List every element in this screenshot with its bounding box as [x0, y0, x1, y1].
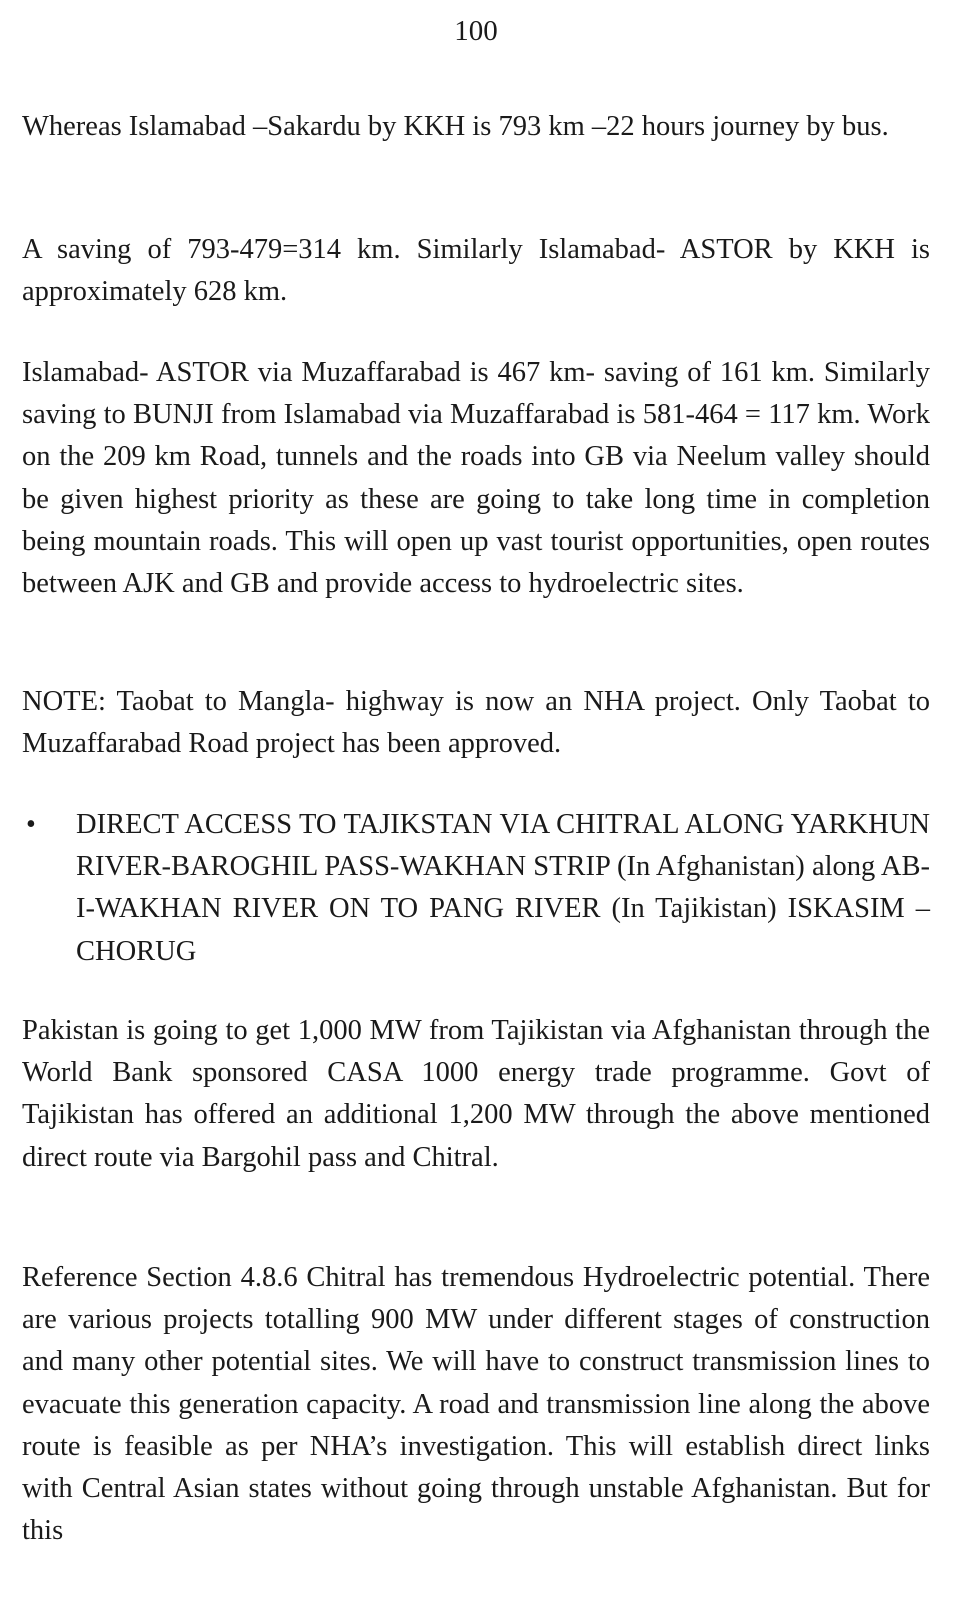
bullet-marker: • — [26, 809, 36, 840]
paragraph-note-taobat: NOTE: Taobat to Mangla- highway is now an NHA project. Only Taobat to Muzaffarabad Road project has been approved. — [22, 686, 930, 760]
paragraph-sakardu-distance: Whereas Islamabad –Sakardu by KKH is 793 km –22 hours journey by bus. — [22, 111, 889, 142]
paragraph-muzaffarabad-route: Islamabad- ASTOR via Muzaffarabad is 467 km- saving of 161 km. Similarly saving to BUNJI from Islamabad via Muzaffarabad is 581-464 = 117 km. Work on the 209 km Road, tunnels and the roads into GB via Neelum valley should be given highest priority as these are going to take long time in completion being mountain roads. This will open up vast tourist opportunities, open routes between AJK and GB and provide access to hydroelectric sites. — [22, 357, 930, 600]
paragraph-chitral-hydroelectric: Reference Section 4.8.6 Chitral has tremendous Hydroelectric potential. There are various projects totalling 900 MW under different stages of construction and many other potential sites. We will have to construct transmission lines to evacuate this generation capacity. A road and transmission line along the above route is feasible as per NHA’s investigation. This will establish direct links with Central Asian states without going through unstable Afghanistan. But for this — [22, 1262, 930, 1547]
page-number: 100 — [454, 15, 498, 47]
bullet-item-tajikstan-access — [22, 804, 930, 974]
bullet-text: DIRECT ACCESS TO TAJIKSTAN VIA CHITRAL ALONG YARKHUN RIVER-BAROGHIL PASS-WAKHAN STRIP (In Afghanistan) along AB-I-WAKHAN RIVER ON TO PANG RIVER (In Tajikistan) ISKASIM – CHORUG — [76, 809, 930, 967]
book-page — [22, 0, 930, 1597]
paragraph-saving-astor: A saving of 793-479=314 km. Similarly Islamabad- ASTOR by KKH is approximately 628 km. — [22, 234, 930, 308]
paragraph-casa-1000: Pakistan is going to get 1,000 MW from Tajikistan via Afghanistan through the World Bank sponsored CASA 1000 energy trade programme. Govt of Tajikistan has offered an additional 1,200 MW through the above mentioned direct route via Bargohil pass and Chitral. — [22, 1015, 930, 1173]
